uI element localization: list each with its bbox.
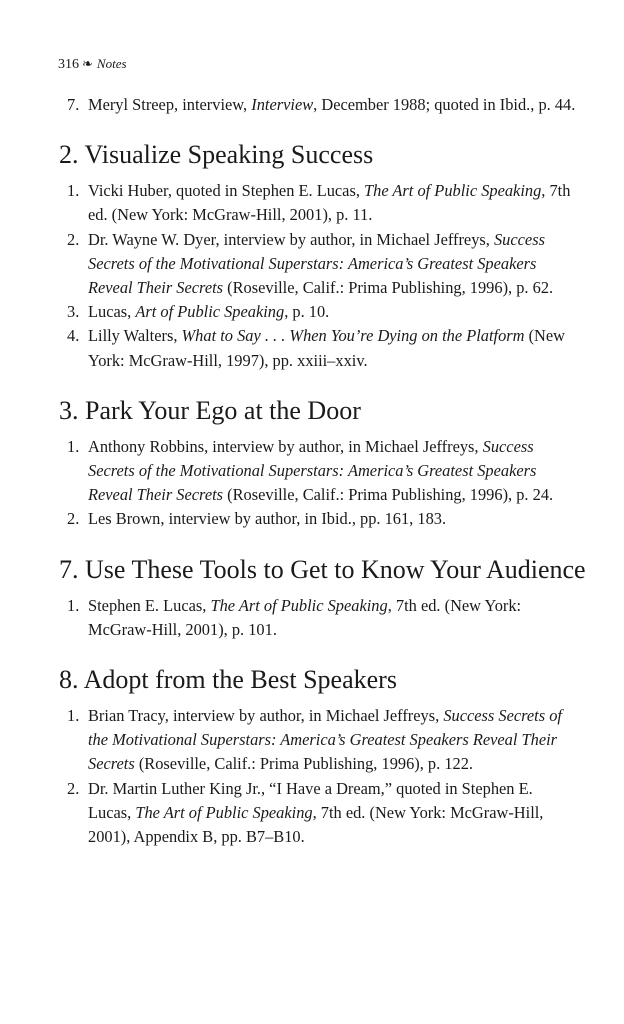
note-text: , 7th ed. (New York: McGraw-Hill, 2001), p. 101. (88, 595, 522, 639)
chapter-title: 2. Visualize Speaking Success (59, 140, 374, 170)
notes-list (58, 179, 578, 373)
note-text: (Roseville, Calif.: Prima Publishing, 1996), p. 62. (223, 278, 554, 298)
page-number: 316 (58, 57, 79, 72)
note-item (58, 704, 578, 777)
note-text: Meryl Streep, interview, (88, 95, 252, 114)
note-item (58, 228, 578, 301)
chapter-title: 8. Adopt from the Best Speakers (59, 665, 397, 695)
note-title-italic: What to Say . . . When You’re Dying on the Platform (181, 326, 525, 346)
note-text: Lilly Walters, (88, 326, 182, 346)
note-number: 2. (67, 778, 80, 798)
note-number: 2. (67, 509, 80, 529)
running-head-section: Notes (96, 56, 127, 71)
note-text: Lucas, (88, 302, 136, 322)
note-number: 1. (67, 595, 80, 615)
note-title-italic: Interview (251, 95, 314, 114)
fleuron-icon: ❧ (82, 56, 93, 71)
note-title-italic: The Art of Public Speaking (135, 802, 313, 822)
note-text: Les Brown, interview by author, in Ibid., pp. 161, 183. (88, 509, 447, 529)
notes-list (58, 435, 578, 532)
chapter-notes (58, 554, 586, 642)
note-number: 1. (67, 706, 80, 726)
note-text: , 7th ed. (New York: McGraw-Hill, 2001), Appendix B, pp. B7–B10. (88, 802, 544, 847)
note-item (58, 594, 578, 642)
notes-continued (58, 93, 578, 117)
notes-list (58, 93, 578, 117)
note-text: Dr. Martin Luther King Jr., “I Have a Dream,” quoted in Stephen E. Lucas, (88, 778, 533, 822)
note-text: Vicki Huber, quoted in Stephen E. Lucas, (88, 181, 365, 201)
note-number: 1. (67, 181, 80, 201)
notes-list (58, 594, 578, 642)
note-text: Anthony Robbins, interview by author, in Michael Jeffreys, (88, 436, 483, 456)
note-title-italic: Success Secrets of the Motivational Superstars: America’s Greatest Speakers Reveal Their Secrets (88, 706, 562, 774)
note-item (58, 324, 578, 372)
note-number: 3. (67, 302, 80, 322)
note-title-italic: The Art of Public Speaking (210, 595, 388, 615)
notes-content (58, 93, 586, 872)
note-text: (Roseville, Calif.: Prima Publishing, 1996), p. 24. (223, 485, 554, 505)
note-number: 2. (67, 229, 80, 249)
note-number: 7. (67, 95, 80, 114)
chapter-title: 3. Park Your Ego at the Door (59, 395, 361, 425)
note-text: (New York: McGraw-Hill, 1997), pp. xxiii–xxiv. (88, 326, 566, 370)
note-number: 1. (67, 436, 80, 456)
note-text: , December 1988; quoted in Ibid., p. 44. (313, 95, 576, 114)
note-text: Stephen E. Lucas, (88, 595, 211, 615)
chapter-notes (58, 665, 578, 849)
note-item (58, 777, 578, 850)
note-title-italic: Art of Public Speaking (135, 302, 285, 322)
chapter-notes (58, 396, 578, 532)
note-text: , 7th ed. (New York: McGraw-Hill, 2001), p. 11. (88, 181, 571, 225)
note-title-italic: Success Secrets of the Motivational Superstars: America’s Greatest Speakers Reveal Their Secrets (88, 229, 545, 298)
note-item (58, 93, 578, 117)
running-head (58, 55, 127, 74)
note-text: (Roseville, Calif.: Prima Publishing, 1996), p. 122. (134, 754, 474, 774)
note-text: , p. 10. (284, 302, 330, 322)
note-item (58, 507, 578, 531)
note-item (58, 179, 578, 227)
note-item (58, 435, 578, 508)
chapter-title: 7. Use These Tools to Get to Know Your Audience (59, 554, 586, 584)
note-number: 4. (67, 326, 80, 346)
note-title-italic: Success Secrets of the Motivational Superstars: America’s Greatest Speakers Reveal Their Secrets (88, 436, 537, 505)
note-text: Brian Tracy, interview by author, in Michael Jeffreys, (88, 706, 444, 726)
note-title-italic: The Art of Public Speaking (364, 181, 542, 201)
note-item (58, 300, 578, 324)
chapter-notes (58, 140, 578, 373)
notes-list (58, 704, 578, 849)
note-text: Dr. Wayne W. Dyer, interview by author, in Michael Jeffreys, (88, 229, 494, 249)
